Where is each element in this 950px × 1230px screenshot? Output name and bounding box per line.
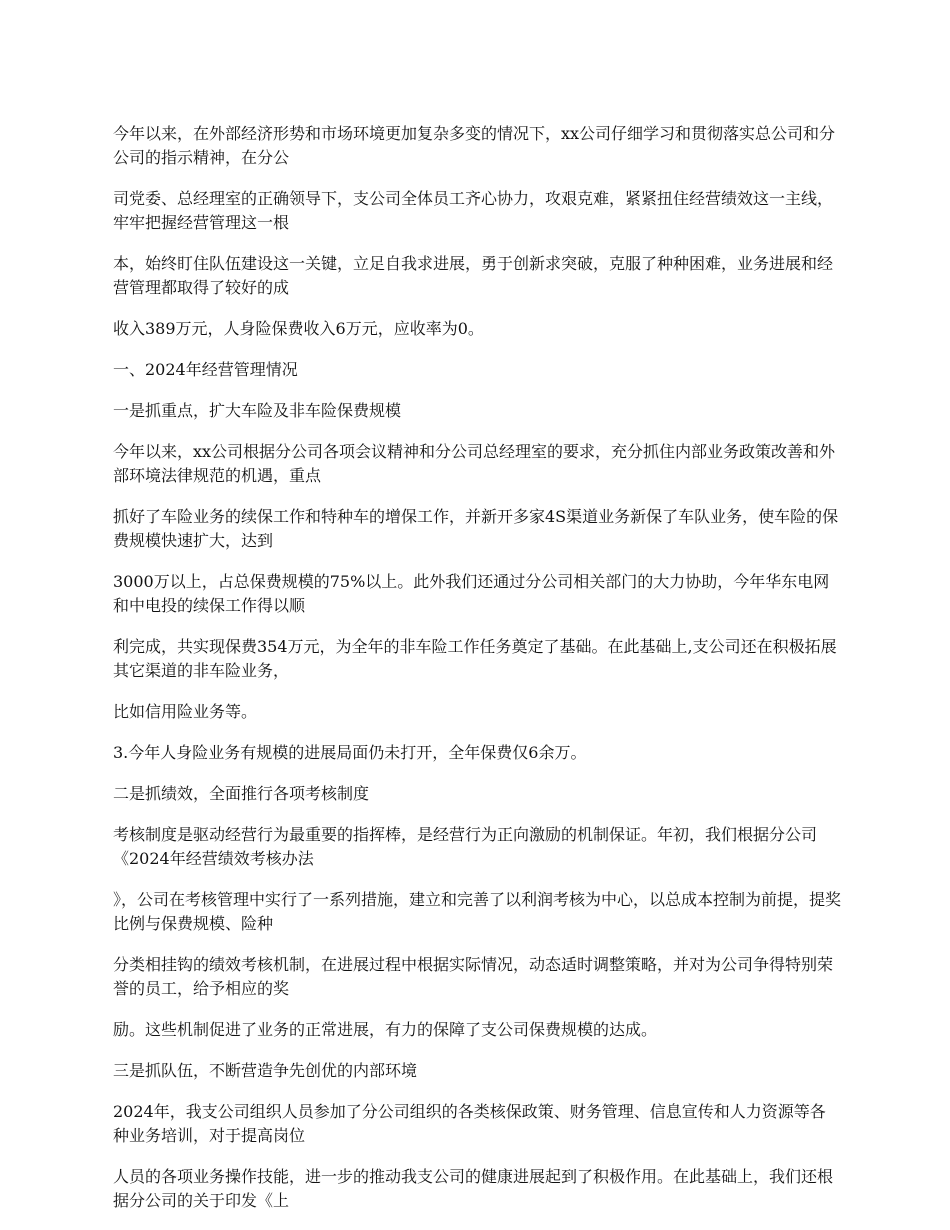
subsection-heading: 一是抓重点，扩大车险及非车险保费规模 <box>113 401 402 420</box>
paragraph: 利完成，共实现保费354万元，为全年的非车险工作任务奠定了基础。在此基础上,支公司还在积极拓展其它渠道的非车险业务， <box>113 637 837 680</box>
paragraph: 今年以来，xx公司根据分公司各项会议精神和分公司总经理室的要求，充分抓住内部业务政策改善和外部环境法律规范的机遇，重点 <box>113 442 836 485</box>
document-page <box>113 122 841 1230</box>
paragraph: 本，始终盯住队伍建设这一关键，立足自我求进展，勇于创新求突破，克服了种种困难，业务进展和经营管理都取得了较好的成 <box>113 254 834 297</box>
paragraph: 励。这些机制促进了业务的正常进展，有力的保障了支公司保费规模的达成。 <box>113 1020 658 1039</box>
subsection-heading: 二是抓绩效，全面推行各项考核制度 <box>113 784 370 803</box>
paragraph: 今年以来，在外部经济形势和市场环境更加复杂多变的情况下，xx公司仔细学习和贯彻落实总公司和分公司的指示精神，在分公 <box>113 124 836 167</box>
paragraph: 比如信用险业务等。 <box>113 702 258 721</box>
paragraph: 抓好了车险业务的续保工作和特种车的增保工作，并新开多家4S渠道业务新保了车队业务，使车险的保费规模快速扩大，达到 <box>113 507 839 550</box>
section-heading: 一、2024年经营管理情况 <box>113 360 298 379</box>
paragraph: 》，公司在考核管理中实行了一系列措施，建立和完善了以利润考核为中心，以总成本控制为前提，提奖比例与保费规模、险种 <box>113 890 842 933</box>
paragraph: 2024年，我支公司组织人员参加了分公司组织的各类核保政策、财务管理、信息宣传和人力资源等各种业务培训，对于提高岗位 <box>113 1102 826 1145</box>
subsection-heading: 三是抓队伍，不断营造争先创优的内部环境 <box>113 1061 418 1080</box>
paragraph: 3000万以上，占总保费规模的75%以上。此外我们还通过分公司相关部门的大力协助，今年华东电网和中电投的续保工作得以顺 <box>113 572 830 615</box>
paragraph: 司党委、总经理室的正确领导下，支公司全体员工齐心协力，攻艰克难，紧紧扭住经营绩效这一主线，牢牢把握经营管理这一根 <box>113 189 834 232</box>
paragraph: 3.今年人身险业务有规模的进展局面仍未打开，全年保费仅6余万。 <box>113 743 587 762</box>
paragraph: 考核制度是驱动经营行为最重要的指挥棒，是经营行为正向激励的机制保证。年初，我们根据分公司《2024年经营绩效考核办法 <box>113 825 818 868</box>
paragraph: 收入389万元，人身险保费收入6万元，应收率为0。 <box>113 319 484 338</box>
paragraph: 分类相挂钩的绩效考核机制，在进展过程中根据实际情况，动态适时调整策略，并对为公司争得特别荣誉的员工，给予相应的奖 <box>113 955 834 998</box>
paragraph: 人员的各项业务操作技能，进一步的推动我支公司的健康进展起到了积极作用。在此基础上，我们还根据分公司的关于印发《上 <box>113 1167 834 1210</box>
